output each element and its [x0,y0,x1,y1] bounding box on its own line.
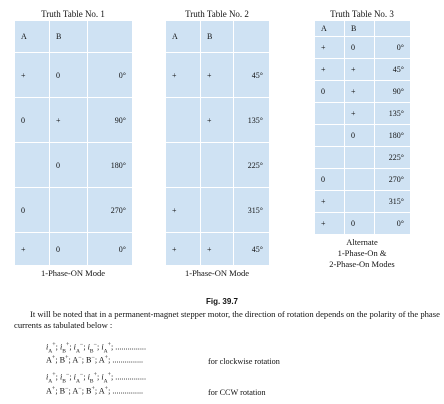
sequence-dots: ; ............... [110,372,146,382]
cell-b: + [201,233,234,266]
cell-b: 0 [50,143,88,188]
cell-a: + [15,53,50,98]
cell-angle: 0° [88,53,133,98]
table-header-row [15,21,133,53]
header-b: B [345,21,375,37]
table-row [315,213,411,235]
cell-angle: 45° [234,233,270,266]
figure-caption: Fig. 39.7 [205,297,238,306]
cell-angle: 90° [375,81,411,103]
mode-line: 1-Phase-On & [337,248,387,258]
truth-table-3 [314,8,410,270]
cell-a [15,143,50,188]
table-row [315,169,411,191]
cell-angle: 225° [375,147,411,169]
cell-a [315,125,345,147]
cell-b: 0 [345,213,375,235]
cell-b [345,169,375,191]
cell-a: 0 [315,169,345,191]
cell-b [345,191,375,213]
truth-table-1-mode: 1-Phase-ON Mode [41,268,105,278]
cell-b: + [50,98,88,143]
header-a: A [166,21,201,53]
table-row [315,103,411,125]
table-row [315,147,411,169]
cell-a: 0 [15,188,50,233]
mode-line: Alternate [346,237,378,247]
cell-b: + [201,98,234,143]
clockwise-current-sequence: $i_A^+$; $i_B^+$; $i_A^-$; $i_B^-$; $i_A^+$; ............... [46,342,146,355]
table-row [15,53,133,98]
header-angle [88,21,133,53]
sequence-dots: ; ............... [110,342,146,352]
cell-angle: 0° [88,233,133,266]
cell-a: + [166,233,201,266]
header-b: B [201,21,234,53]
table-row [315,59,411,81]
table-row [315,81,411,103]
header-b: B [50,21,88,53]
cell-angle: 315° [234,188,270,233]
cell-a: + [166,53,201,98]
sequence-dots: ; ............... [108,355,144,365]
cell-a: + [315,37,345,59]
cell-b [201,188,234,233]
truth-table-2-title: Truth Table No. 2 [185,9,249,19]
truth-table-2-grid [165,20,270,266]
cell-a: + [15,233,50,266]
cell-angle: 135° [234,98,270,143]
clockwise-phase-sequence: A+; B+; A−; B−; A+; ............... [46,355,144,365]
cell-angle: 270° [88,188,133,233]
cell-angle: 225° [234,143,270,188]
cell-angle: 45° [375,59,411,81]
table-row [166,188,270,233]
ccw-current-sequence: $i_A^+$; $i_B^-$; $i_A^-$; $i_B^+$; $i_A^+$; ............... [46,372,146,385]
header-angle [234,21,270,53]
cell-b [201,143,234,188]
cell-angle: 0° [375,213,411,235]
table-row [15,143,133,188]
cell-b: + [201,53,234,98]
cell-a [315,103,345,125]
header-a: A [315,21,345,37]
table-row [166,98,270,143]
table-row [166,233,270,266]
cell-a: 0 [315,81,345,103]
cell-b: 0 [345,37,375,59]
ccw-label: for CCW rotation [208,388,266,397]
table-header-row [166,21,270,53]
cell-angle: 180° [375,125,411,147]
sequence-dots: ; ............... [108,386,144,396]
cell-a [166,143,201,188]
cell-b: + [345,81,375,103]
table-row [15,233,133,266]
cell-angle: 135° [375,103,411,125]
cell-a [315,147,345,169]
table-row [15,188,133,233]
truth-table-1-title: Truth Table No. 1 [41,9,105,19]
cell-angle: 270° [375,169,411,191]
cell-a [166,98,201,143]
cell-b [345,147,375,169]
cell-a: 0 [15,98,50,143]
cell-a: + [166,188,201,233]
cell-a: + [315,59,345,81]
truth-table-3-mode [314,237,410,270]
header-a: A [15,21,50,53]
mode-line: 2-Phase-On Modes [329,259,395,269]
table-row [315,125,411,147]
body-paragraph [14,309,440,331]
cell-a: + [315,213,345,235]
cell-b: 0 [50,53,88,98]
table-row [315,37,411,59]
truth-table-2 [165,8,269,279]
table-row [166,53,270,98]
paragraph-text: It will be noted that in a permanent-magnet stepper motor, the direction of rotation depends on the polarity of the phase currents as tabulated below : [14,309,440,330]
truth-table-1-grid [14,20,133,266]
truth-table-3-grid [314,20,411,235]
cell-b: + [345,59,375,81]
table-header-row [315,21,411,37]
cell-angle: 0° [375,37,411,59]
cell-angle: 180° [88,143,133,188]
cell-b: 0 [345,125,375,147]
cell-b: 0 [50,233,88,266]
cell-angle: 45° [234,53,270,98]
cell-angle: 90° [88,98,133,143]
truth-table-1 [14,8,132,279]
truth-table-2-mode: 1-Phase-ON Mode [185,268,249,278]
clockwise-label: for clockwise rotation [208,357,280,366]
cell-a: + [315,191,345,213]
table-row [15,98,133,143]
cell-angle: 315° [375,191,411,213]
table-row [315,191,411,213]
ccw-phase-sequence: A+; B−; A−; B+; A+; ............... [46,386,144,396]
cell-b [50,188,88,233]
truth-table-3-title: Truth Table No. 3 [330,9,394,19]
cell-b: + [345,103,375,125]
table-row [166,143,270,188]
header-angle [375,21,411,37]
